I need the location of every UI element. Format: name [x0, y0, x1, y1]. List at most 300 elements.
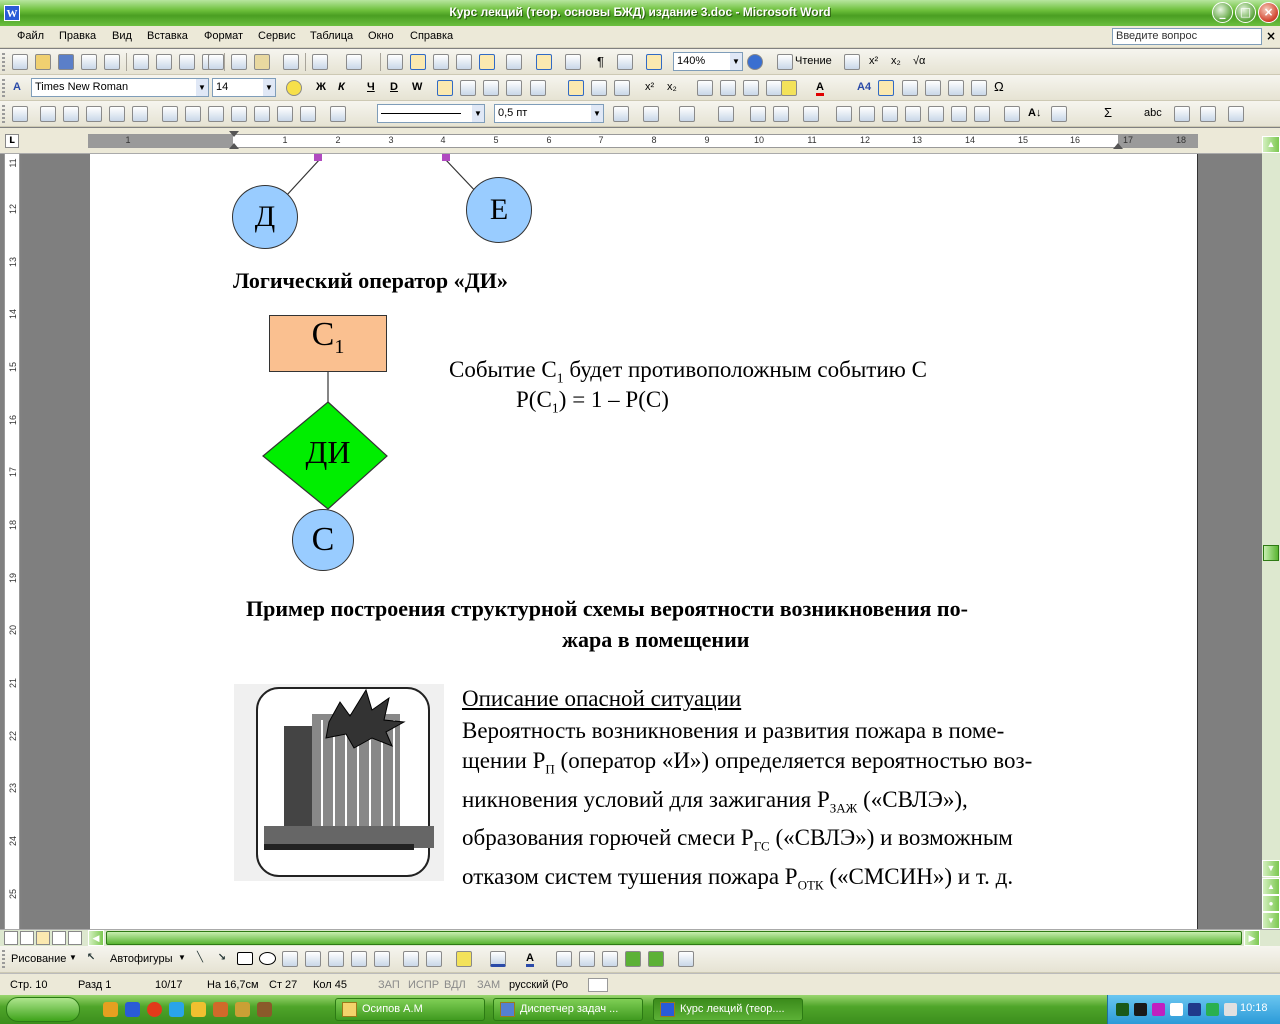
status-line: Ст 27	[269, 979, 298, 991]
scroll-left-button[interactable]: ◀	[88, 930, 104, 946]
menu-file[interactable]: Файл	[17, 30, 45, 42]
tray-icon-2[interactable]	[1152, 1003, 1165, 1016]
font-size-combo[interactable]	[212, 78, 276, 97]
paste-icon[interactable]	[254, 54, 270, 70]
list-icon[interactable]	[948, 80, 964, 96]
document-area[interactable]	[22, 154, 1262, 929]
taskbar	[0, 995, 1280, 1024]
line-style-icon[interactable]	[208, 106, 224, 122]
event-text-sub: 1	[556, 371, 564, 387]
border-top-icon[interactable]	[568, 80, 584, 96]
drawing-menu-button[interactable]: Рисование	[11, 953, 67, 965]
group-icon[interactable]	[403, 951, 419, 967]
node-circle-d[interactable]: Д	[232, 185, 298, 249]
box-label-sub: 1	[334, 335, 345, 358]
status-pages: 10/17	[155, 979, 183, 991]
toolbar-grip[interactable]	[2, 79, 5, 97]
horizontal-scroll-thumb[interactable]	[106, 931, 1242, 945]
wordart-icon[interactable]	[305, 951, 321, 967]
line-color-icon[interactable]	[490, 951, 506, 967]
ruler-left-margin	[88, 135, 233, 147]
menu-window[interactable]: Окно	[368, 30, 394, 42]
border-middle-icon[interactable]	[591, 80, 607, 96]
vertical-scrollbar[interactable]	[1262, 136, 1280, 929]
ruler-number: 15	[1017, 135, 1028, 145]
monitor-icon[interactable]	[1134, 1003, 1147, 1016]
folder-icon	[342, 1002, 357, 1017]
event-box-c1[interactable]	[269, 315, 387, 372]
ruler-row	[0, 128, 1280, 154]
text-direction-button[interactable]: A4	[857, 81, 872, 93]
status-rec[interactable]: ЗАП	[378, 979, 400, 991]
close-button[interactable]: ×	[1258, 2, 1279, 23]
print-icon[interactable]	[133, 54, 149, 70]
spelling-abc-button[interactable]: abc	[1144, 107, 1162, 119]
desc-text: образования горючей смеси Р	[462, 825, 754, 851]
drawing-font-color-button[interactable]: A	[526, 952, 534, 967]
change-direction-icon[interactable]	[951, 106, 967, 122]
tray-icon-3[interactable]	[1170, 1003, 1183, 1016]
tab-selector[interactable]: L	[5, 134, 19, 148]
print-preview-icon[interactable]	[156, 54, 172, 70]
chevron-down-icon[interactable]: ▼	[472, 105, 484, 122]
tray-icon[interactable]	[1116, 1003, 1129, 1016]
vruler-number: 25	[8, 889, 18, 900]
desc-text: отказом систем тушения пожара Р	[462, 863, 798, 889]
wave-underline-button[interactable]: W	[412, 81, 423, 93]
app-icon-2[interactable]	[235, 1002, 250, 1017]
tables-borders-icon[interactable]	[410, 54, 426, 70]
horizontal-scroll-row	[0, 929, 1280, 946]
spelling-status-icon[interactable]	[588, 978, 608, 992]
hyperlink-icon[interactable]	[387, 54, 403, 70]
sort-button[interactable]: A↓	[1028, 107, 1042, 119]
event-description	[449, 357, 927, 388]
reset-picture-icon[interactable]	[330, 106, 346, 122]
description-line	[462, 823, 1032, 862]
oval-icon[interactable]	[259, 952, 276, 965]
first-line-indent-marker[interactable]	[229, 131, 239, 137]
menu-help[interactable]: Справка	[410, 30, 454, 42]
border-color-icon[interactable]	[613, 106, 629, 122]
tray-icon-4[interactable]	[1188, 1003, 1201, 1016]
browser-icon[interactable]	[169, 1002, 184, 1017]
menu-table[interactable]: Таблица	[310, 30, 354, 42]
task-manager-icon	[500, 1002, 515, 1017]
justify-icon[interactable]	[506, 80, 522, 96]
clip-art-icon[interactable]	[351, 951, 367, 967]
description-title: Описание опасной ситуации	[462, 686, 742, 711]
description-line	[462, 716, 1032, 746]
line-weight-value: 0,5 пт	[498, 107, 528, 119]
help-icon[interactable]	[747, 54, 763, 70]
desc-text: никновения условий для зажигания Р	[462, 786, 830, 812]
spelling-icon[interactable]	[179, 54, 195, 70]
font-color-button[interactable]: A	[816, 81, 824, 96]
eraser-icon[interactable]	[1228, 106, 1244, 122]
menu-view[interactable]: Вид	[112, 30, 132, 42]
status-col: Кол 45	[313, 979, 347, 991]
window-title: Курс лекций (теор. основы БЖД) издание 3.doc - Microsoft Word	[449, 5, 831, 19]
separator	[380, 53, 381, 71]
task-word-document[interactable]	[653, 998, 803, 1021]
chevron-down-icon[interactable]: ▼	[196, 79, 208, 96]
rotate-icon[interactable]	[185, 106, 201, 122]
italic-button[interactable]: К	[338, 81, 345, 93]
node-circle-e[interactable]: Е	[466, 177, 532, 243]
clock[interactable]: 10:18	[1240, 1002, 1268, 1014]
menu-tools[interactable]: Сервис	[258, 30, 296, 42]
split-cells-icon[interactable]	[773, 106, 789, 122]
font-size-value: 14	[216, 81, 229, 93]
next-page-button[interactable]: ▼	[1262, 912, 1280, 929]
cut-icon[interactable]	[208, 54, 224, 70]
fill-color-icon[interactable]	[456, 951, 472, 967]
ungroup-icon[interactable]	[426, 951, 442, 967]
ruler-number: 12	[859, 135, 870, 145]
smiley-icon[interactable]	[286, 80, 302, 96]
less-brightness-icon[interactable]	[132, 106, 148, 122]
email-icon[interactable]	[104, 54, 120, 70]
building-fire-image[interactable]	[234, 684, 444, 881]
columns-icon[interactable]	[479, 54, 495, 70]
chevron-down-icon[interactable]: ▼	[178, 953, 186, 962]
volume-icon[interactable]	[1224, 1003, 1237, 1016]
toolbar-grip[interactable]	[2, 53, 5, 71]
redo-icon[interactable]	[346, 54, 362, 70]
decrease-indent-icon[interactable]	[743, 80, 759, 96]
app-icon[interactable]	[213, 1002, 228, 1017]
status-ext[interactable]: ВДЛ	[444, 979, 466, 991]
rectangle-icon[interactable]	[237, 952, 253, 965]
align-cell-icon[interactable]	[803, 106, 819, 122]
ruler-number: 3	[388, 135, 394, 145]
word-icon	[660, 1002, 675, 1017]
web-layout-icon[interactable]	[20, 931, 34, 945]
text-wrap-icon[interactable]	[254, 106, 270, 122]
tables-toolbar	[0, 101, 1280, 127]
ruler-number: 1	[125, 135, 131, 145]
line-sample	[381, 113, 461, 114]
compress-icon[interactable]	[231, 106, 247, 122]
reading-layout-toggle-icon[interactable]	[646, 54, 662, 70]
standard-toolbar	[0, 49, 1280, 75]
increase-indent-icon[interactable]	[766, 80, 782, 96]
app-icon-3[interactable]	[257, 1002, 272, 1017]
image-color-icon[interactable]	[40, 106, 56, 122]
table-autoformat-icon[interactable]	[882, 106, 898, 122]
borders-icon[interactable]	[643, 106, 659, 122]
desc-sub: ЗАЖ	[829, 800, 858, 816]
description-line	[462, 862, 1032, 901]
heading-di-operator: Логический оператор «ДИ»	[233, 268, 508, 293]
browse-object-button[interactable]: ●	[1262, 895, 1280, 912]
diamond-label: ДИ	[305, 434, 351, 470]
inside-border-icon[interactable]	[902, 80, 918, 96]
reading-button-label[interactable]: Чтение	[795, 55, 832, 67]
scroll-down-button[interactable]: ▼	[1262, 860, 1280, 877]
ruler-number: 17	[1122, 135, 1133, 145]
normal-view-icon[interactable]	[4, 931, 18, 945]
start-button[interactable]	[6, 997, 80, 1022]
task-label: Курс лекций (теор....	[680, 1003, 785, 1015]
arrow-icon[interactable]: ↘	[217, 952, 227, 963]
field-codes-icon[interactable]	[617, 54, 633, 70]
status-language[interactable]: русский (Ро	[509, 979, 569, 991]
menu-format[interactable]: Формат	[204, 30, 244, 42]
scroll-up-button[interactable]: ▲	[1262, 136, 1280, 153]
desc-sub: ОТК	[797, 877, 824, 893]
3d-icon[interactable]	[648, 951, 664, 967]
vruler-number: 21	[8, 678, 18, 689]
edit-icon[interactable]	[1004, 106, 1020, 122]
diagram-icon[interactable]	[328, 951, 344, 967]
select-objects-icon[interactable]: ↖	[86, 952, 96, 963]
picture-icon[interactable]	[374, 951, 390, 967]
close-document-button[interactable]: ×	[1266, 29, 1277, 43]
event-text-a: Событие С	[449, 357, 557, 382]
distribute-columns-icon[interactable]	[859, 106, 875, 122]
pilcrow-icon[interactable]: ¶	[597, 54, 604, 69]
zoom-value: 140%	[677, 55, 706, 67]
separator	[126, 53, 127, 71]
formula-b: ) = 1 – Р(С)	[558, 387, 669, 412]
previous-page-button[interactable]: ▲	[1262, 878, 1280, 895]
vruler-number: 19	[8, 573, 18, 584]
vruler-number: 13	[8, 257, 18, 268]
vruler-number: 11	[8, 158, 18, 168]
desc-text: (оператор «И») определяется вероятностью воз-	[554, 748, 1033, 773]
ruler-number: 9	[704, 135, 710, 145]
ruler-number: 18	[1175, 135, 1186, 145]
scroll-right-button[interactable]: ▶	[1244, 930, 1260, 946]
insert-excel-icon[interactable]	[456, 54, 472, 70]
copy-icon[interactable]	[231, 54, 247, 70]
status-at: На 16,7см	[207, 979, 259, 991]
status-section: Разд 1	[78, 979, 112, 991]
ruler-number: 4	[440, 135, 446, 145]
bullets-icon[interactable]	[720, 80, 736, 96]
heading-example-line1: Пример построения структурной схемы вероятности возникновения по-	[246, 596, 968, 621]
formula-sub: 1	[551, 401, 559, 417]
new-document-icon[interactable]	[12, 54, 28, 70]
ruler-number: 13	[911, 135, 922, 145]
tray-icon-5[interactable]	[1206, 1003, 1219, 1016]
ruler-number: 16	[1069, 135, 1080, 145]
highlight-icon[interactable]	[781, 80, 797, 96]
ask-question-box[interactable]: Введите вопрос	[1112, 28, 1262, 45]
format-superscript-button[interactable]: x²	[645, 81, 655, 93]
shading-icon[interactable]	[679, 106, 695, 122]
pin-icon[interactable]	[974, 106, 990, 122]
maximize-button[interactable]: □	[1235, 2, 1256, 23]
grid-icon[interactable]	[678, 951, 694, 967]
border-bottom-icon[interactable]	[614, 80, 630, 96]
desc-text: («СМСИН») и т. д.	[823, 863, 1014, 889]
bottom-border-icon[interactable]	[925, 80, 941, 96]
formatting-toolbar	[0, 75, 1280, 101]
bold-button[interactable]: Ж	[316, 81, 326, 93]
symbol-button[interactable]: Ω	[994, 79, 1004, 94]
probability-formula	[516, 387, 669, 418]
building-fire-illustration	[234, 684, 444, 881]
ruler-number: 5	[493, 135, 499, 145]
event-text-b: будет противоположным событию С	[563, 357, 927, 382]
hanging-indent-marker[interactable]	[229, 143, 239, 149]
autoshapes-menu-button[interactable]: Автофигуры	[110, 953, 173, 965]
quicklaunch-icon[interactable]	[103, 1002, 118, 1017]
align-left-icon[interactable]	[437, 80, 453, 96]
pencil-icon[interactable]	[1174, 106, 1190, 122]
subscript-button[interactable]: x₂	[891, 55, 901, 67]
drawing-toolbar	[0, 946, 1280, 973]
right-indent-marker[interactable]	[1113, 143, 1123, 149]
insert-picture-icon[interactable]	[12, 106, 28, 122]
vruler-number: 20	[8, 625, 18, 636]
title-bar[interactable]	[0, 0, 1280, 26]
vruler-number: 12	[8, 204, 18, 215]
merge-cells-icon[interactable]	[750, 106, 766, 122]
equation-button[interactable]: √α	[913, 55, 926, 67]
font-name-combo[interactable]	[31, 78, 209, 97]
scroll-thumb[interactable]	[1263, 545, 1279, 561]
vruler-number: 16	[8, 415, 18, 426]
show-hide-icon[interactable]	[565, 54, 581, 70]
status-trk[interactable]: ИСПР	[408, 979, 440, 991]
reading-icon[interactable]	[777, 54, 793, 70]
minimize-button[interactable]: _	[1212, 2, 1233, 23]
arrow-style-icon[interactable]	[602, 951, 618, 967]
vruler-number: 24	[8, 836, 18, 847]
ruler-number: 8	[651, 135, 657, 145]
set-transparent-icon[interactable]	[300, 106, 316, 122]
word-app-icon[interactable]: W	[4, 5, 20, 21]
shadow-icon[interactable]	[625, 951, 641, 967]
format-painter-icon[interactable]	[283, 54, 299, 70]
vruler-number: 17	[8, 467, 18, 478]
reading-view-icon[interactable]	[68, 931, 82, 945]
task-osipov[interactable]	[335, 998, 485, 1021]
ruler-number: 10	[753, 135, 764, 145]
node-circle-c[interactable]: С	[292, 509, 354, 571]
task-task-manager[interactable]	[493, 998, 643, 1021]
desc-sub: П	[545, 761, 555, 777]
menu-edit[interactable]: Правка	[59, 30, 97, 42]
zoom-combo[interactable]	[673, 52, 743, 71]
heading-example-line2: жара в помещении	[562, 627, 750, 652]
outline-view-icon[interactable]	[52, 931, 66, 945]
insert-table-icon[interactable]	[433, 54, 449, 70]
desc-text: («СВЛЭ»),	[857, 786, 968, 812]
ruler-number: 6	[546, 135, 552, 145]
crop-icon[interactable]	[162, 106, 178, 122]
superscript-button[interactable]: x²	[869, 55, 879, 67]
chevron-down-icon[interactable]: ▼	[591, 105, 603, 122]
separator	[224, 53, 225, 71]
font-name-value: Times New Roman	[35, 81, 129, 93]
dash-style-icon[interactable]	[579, 951, 595, 967]
chevron-down-icon[interactable]: ▼	[263, 79, 275, 96]
open-folder-icon[interactable]	[35, 54, 51, 70]
insert-table-icon-2[interactable]	[718, 106, 734, 122]
format-subscript-button[interactable]: x₂	[667, 81, 677, 93]
align-right-icon[interactable]	[483, 80, 499, 96]
chevron-down-icon[interactable]: ▼	[730, 53, 742, 70]
line-spacing-icon[interactable]	[530, 80, 546, 96]
chevron-down-icon[interactable]: ▼	[69, 953, 77, 962]
undo-icon[interactable]	[312, 54, 328, 70]
double-underline-button[interactable]: D	[390, 81, 398, 93]
align-center-icon[interactable]	[460, 80, 476, 96]
line-icon[interactable]: ╲	[196, 952, 204, 963]
save-icon[interactable]	[58, 54, 74, 70]
format-picture-icon[interactable]	[277, 106, 293, 122]
text-direction-icon[interactable]	[928, 106, 944, 122]
desc-text: («СВЛЭ») и возможным	[769, 825, 1013, 851]
vruler-number: 14	[8, 309, 18, 320]
autosum-button[interactable]: Σ	[1104, 105, 1113, 120]
toolbar-grip[interactable]	[2, 950, 5, 968]
distribute-rows-icon[interactable]	[836, 106, 852, 122]
vruler-number: 18	[8, 520, 18, 531]
horizontal-ruler[interactable]	[88, 134, 1198, 148]
system-tray	[1107, 995, 1280, 1024]
more-contrast-icon[interactable]	[63, 106, 79, 122]
numbering-icon[interactable]	[697, 80, 713, 96]
more-brightness-icon[interactable]	[109, 106, 125, 122]
ruler-number: 14	[964, 135, 975, 145]
print-layout-icon[interactable]	[36, 931, 50, 945]
desc-text: щении Р	[462, 748, 546, 773]
gear-icon[interactable]	[844, 54, 860, 70]
permission-icon[interactable]	[81, 54, 97, 70]
ruler-number: 7	[598, 135, 604, 145]
form-icon[interactable]	[971, 80, 987, 96]
sort-desc-icon[interactable]	[1051, 106, 1067, 122]
ruler-number: 2	[335, 135, 341, 145]
drawing-icon[interactable]	[506, 54, 522, 70]
description-body	[462, 716, 1032, 900]
less-contrast-icon[interactable]	[86, 106, 102, 122]
line-style-combo[interactable]	[377, 104, 485, 123]
toolbar-grip[interactable]	[2, 105, 5, 123]
description-line	[462, 746, 1032, 785]
opera-icon[interactable]	[147, 1002, 162, 1017]
line-weight-combo[interactable]	[494, 104, 604, 123]
outline-border-icon[interactable]	[878, 80, 894, 96]
vruler-number: 23	[8, 783, 18, 794]
styles-icon[interactable]: A	[13, 81, 21, 93]
menu-insert[interactable]: Вставка	[147, 30, 188, 42]
word-launch-icon[interactable]	[125, 1002, 140, 1017]
box-label-main: С	[311, 316, 335, 353]
autofit-icon[interactable]	[905, 106, 921, 122]
document-map-icon[interactable]	[536, 54, 552, 70]
table-icon[interactable]	[1200, 106, 1216, 122]
document-page[interactable]	[90, 154, 1198, 929]
separator	[305, 53, 306, 71]
desc-sub: ГС	[753, 838, 770, 854]
text-box-icon[interactable]	[282, 951, 298, 967]
underline-button[interactable]: Ч	[367, 81, 375, 93]
vertical-ruler[interactable]	[4, 154, 20, 929]
status-bar	[0, 973, 1280, 995]
folder-icon[interactable]	[191, 1002, 206, 1017]
line-weight-icon[interactable]	[556, 951, 572, 967]
desc-text: Вероятность возникновения и развития пожара в поме-	[462, 718, 1005, 743]
status-ovr[interactable]: ЗАМ	[477, 979, 501, 991]
vruler-number: 15	[8, 362, 18, 373]
